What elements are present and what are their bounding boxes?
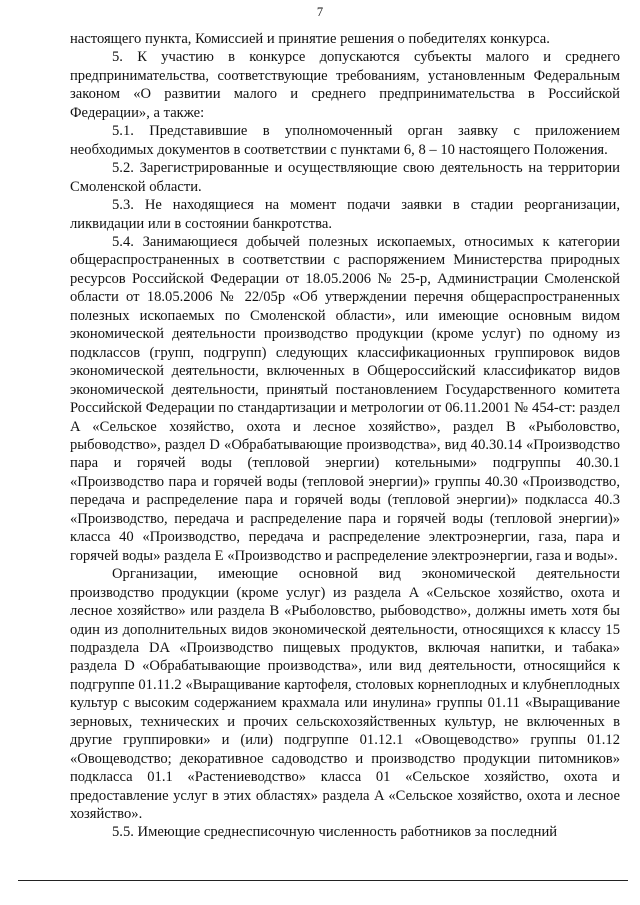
paragraph-continuation: настоящего пункта, Комиссией и принятие решения о победителях конкурса. <box>70 31 550 47</box>
paragraph-5-5: 5.5. Имеющие среднесписочную численность работников за последний <box>112 824 558 841</box>
document-body <box>70 30 620 842</box>
page-number: 7 <box>316 5 324 19</box>
paragraph-5: 5. К участию в конкурсе допускаются субъекты малого и среднего предпринимательства, соответствующие требованиям, установленным Федеральным законом «О развитии малого и среднего предпринимательства в Российской Федерации», а также: <box>70 49 620 121</box>
bottom-rule <box>18 880 628 881</box>
paragraph-5-3: 5.3. Не находящиеся на момент подачи заявки в стадии реорганизации, ликвидации или в состоянии банкротства. <box>70 197 620 232</box>
paragraph-5-2: 5.2. Зарегистрированные и осуществляющие свою деятельность на территории Смоленской области. <box>70 160 620 195</box>
paragraph-organizations: Организации, имеющие основной вид экономической деятельности производство продукции (кроме услуг) из раздела A «Сельское хозяйство, охота и лесное хозяйство» или раздела B «Рыболовство, рыбоводство», должны иметь хотя бы один из дополнительных видов экономической деятельности, относящихся к классу 15 подраздела DA «Производство пищевых продуктов, включая напитки, и табака» раздела D «Обрабатывающие производства», или вид деятельности, относящийся к подгруппе 01.11.2 «Выращивание картофеля, столовых корнеплодных и клубнеплодных культур с высоким содержанием крахмала или инулина» группы 01.11 «Выращивание зерновых, технических и прочих сельскохозяйственных культур, не включенных в другие группировки» и (или) подгруппе 01.12.1 «Овощеводство» группы 01.12 «Овощеводство; декоративное садоводство и производство продукции питомников» подкласса 01.1 «Растениеводство» класса 01 «Сельское хозяйство, охота и предоставление услуг в этих областях» раздела A «Сельское хозяйство, охота и лесное хозяйство». <box>70 566 620 823</box>
paragraph-5-4: 5.4. Занимающиеся добычей полезных ископаемых, относимых к категории общераспространенных в соответствии с распоряжением Министерства природных ресурсов Российской Федерации от 18.05.2006 № 25-р, Администрации Смоленской области от 18.05.2006 № 22/05р «Об утверждении перечня общераспространенных полезных ископаемых по Смоленской области», или имеющие основным видом экономической деятельности производство продукции (кроме услуг) по одному из подклассов (групп, подгрупп) следующих классификационных группировок видов экономической деятельности, включенных в Общероссийский классификатор видов экономической деятельности, принятый постановлением Государственного комитета Российской Федерации по стандартизации и метрологии от 06.11.2001 № 454-ст: раздел A «Сельское хозяйство, охота и лесное хозяйство», раздел B «Рыболовство, рыбоводство», раздел D «Обрабатывающие производства», вид 40.30.14 «Производство пара и горячей воды (тепловой энергии) котельными» подгруппы 40.30.1 «Производство пара и горячей воды (тепловой энергии)» группы 40.30 «Производство, передача и распределение пара и горячей воды (тепловой энергии)» подкласса 40.3 «Производство, передача и распределение пара и горячей воды (тепловой энергии)» класса 40 «Производство, передача и распределение электроэнергии, газа, пара и горячей воды» раздела E «Производство и распределение электроэнергии, газа и воды». <box>70 233 620 564</box>
paragraph-5-1: 5.1. Представившие в уполномоченный орган заявку с приложением необходимых документов в соответствии с пунктами 6, 8 – 10 настоящего Положения. <box>70 123 620 158</box>
